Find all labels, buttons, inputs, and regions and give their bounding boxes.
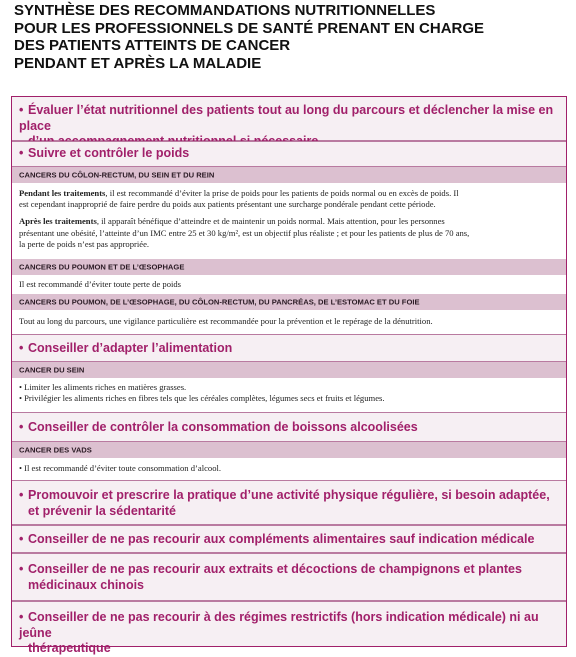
bullet-icon: • xyxy=(19,562,24,576)
recommendation-line: Conseiller de ne pas recourir à des régimes restrictifs (hors indication médicale) ni au jeûne xyxy=(19,610,539,640)
recommendation-line: Suivre et contrôler le poids xyxy=(28,146,190,160)
recommendation-physical-activity xyxy=(12,480,566,525)
bullet-icon: • xyxy=(19,341,24,355)
details-text: • Il est recommandé d’éviter toute consommation d’alcool. xyxy=(19,463,222,473)
list-item: • Limiter les aliments riches en matières grasses. xyxy=(19,382,187,392)
recommendation-text xyxy=(19,488,560,519)
paragraph-text: , il apparaît bénéfique d’atteindre et de maintenir un poids normal. Mais attention, pour les personnes xyxy=(96,216,445,227)
recommendation-details xyxy=(12,458,566,480)
recommendation-text xyxy=(19,532,560,548)
details-text xyxy=(19,188,557,250)
recommendations-table xyxy=(11,96,567,655)
recommendation-details xyxy=(12,183,566,259)
category-label: CANCERS DU POUMON ET DE L’ŒSOPHAGE xyxy=(19,262,185,272)
recommendation-line: Conseiller de ne pas recourir aux compléments alimentaires sauf indication médicale xyxy=(28,532,535,546)
recommendation-nutritional-assessment xyxy=(12,97,566,141)
recommendation-weight-monitoring xyxy=(12,141,566,167)
recommendation-restrictive-diets xyxy=(12,601,566,655)
emphasis-label: Pendant les traitements xyxy=(19,188,106,198)
category-header xyxy=(12,362,566,378)
recommendation-diet-adaptation xyxy=(12,334,566,362)
paragraph-line: est cependant inapproprié de faire perdre du poids aux patients présentant une surcharge pondérale pendant cette période. xyxy=(19,199,436,210)
recommendation-line: et prévenir la sédentarité xyxy=(28,503,176,518)
recommendation-alcohol-control xyxy=(12,412,566,442)
recommendation-line: Évaluer l’état nutritionnel des patients tout au long du parcours et déclencher la mise en place xyxy=(19,103,554,133)
page-title xyxy=(14,2,562,72)
category-label: CANCER DES VADS xyxy=(19,445,92,455)
recommendation-line: Conseiller de ne pas recourir aux extraits et décoctions de champignons et plantes xyxy=(28,562,522,576)
category-header xyxy=(12,259,566,275)
recommendation-line: thérapeutique xyxy=(28,641,111,655)
recommendation-details xyxy=(12,275,566,294)
paragraph-line: la perte de poids n’est pas appropriée. xyxy=(19,238,150,249)
recommendation-details xyxy=(12,378,566,412)
bullet-icon: • xyxy=(19,420,24,434)
emphasis-label: Après les traitements xyxy=(19,216,97,227)
recommendation-line: Conseiller d’adapter l’alimentation xyxy=(28,341,233,355)
title-line: SYNTHÈSE DES RECOMMANDATIONS NUTRITIONNELLES xyxy=(14,2,436,19)
recommendation-text xyxy=(19,146,560,162)
recommendation-line: Promouvoir et prescrire la pratique d’une activité physique régulière, si besoin adaptée, xyxy=(28,488,550,502)
recommendation-text xyxy=(19,420,560,436)
recommendation-chinese-medicine xyxy=(12,553,566,601)
bullet-icon: • xyxy=(19,610,24,624)
recommendation-supplements xyxy=(12,525,566,553)
recommendation-details xyxy=(12,310,566,334)
paragraph-line xyxy=(19,188,557,199)
category-header xyxy=(12,294,566,310)
list-item: • Privilégier les aliments riches en fibres tels que les céréales complètes, légumes secs et fruits et légumes. xyxy=(19,393,385,404)
bullet-icon: • xyxy=(19,532,24,546)
paragraph-text: , il est recommandé d’éviter la prise de poids pour les patients de poids normal ou en excès de poids. Il xyxy=(105,188,459,198)
recommendation-text xyxy=(19,562,560,593)
bullet-icon: • xyxy=(19,488,24,502)
title-line: DES PATIENTS ATTEINTS DE CANCER xyxy=(14,37,291,54)
bullet-icon: • xyxy=(19,103,24,117)
title-line: PENDANT ET APRÈS LA MALADIE xyxy=(14,54,262,72)
paragraph-line xyxy=(19,216,557,227)
details-text xyxy=(19,382,557,404)
category-label: CANCERS DU POUMON, DE L’ŒSOPHAGE, DU CÔLON-RECTUM, DU PANCRÉAS, DE L’ESTOMAC ET DU FOIE xyxy=(19,297,420,307)
recommendation-text xyxy=(19,610,560,657)
paragraph-line: présentant une obésité, l’atteinte d’un IMC entre 25 et 30 kg/m², est un objectif plus réaliste ; et pour les patients de plus de 70 ans, xyxy=(19,227,470,238)
bullet-icon: • xyxy=(19,146,24,160)
recommendation-line: médicinaux chinois xyxy=(28,577,145,592)
details-text: Il est recommandé d’éviter toute perte de poids xyxy=(19,279,182,289)
category-label: CANCERS DU CÔLON-RECTUM, DU SEIN ET DU REIN xyxy=(19,170,215,180)
title-line: POUR LES PROFESSIONNELS DE SANTÉ PRENANT EN CHARGE xyxy=(14,19,485,37)
category-header xyxy=(12,442,566,458)
category-header xyxy=(12,167,566,183)
category-label: CANCER DU SEIN xyxy=(19,365,85,375)
details-text: Tout au long du parcours, une vigilance particulière est recommandée pour la prévention et le repérage de la dénutrition. xyxy=(19,316,433,326)
recommendation-text xyxy=(19,341,560,357)
recommendation-line: Conseiller de contrôler la consommation de boissons alcoolisées xyxy=(28,420,418,434)
